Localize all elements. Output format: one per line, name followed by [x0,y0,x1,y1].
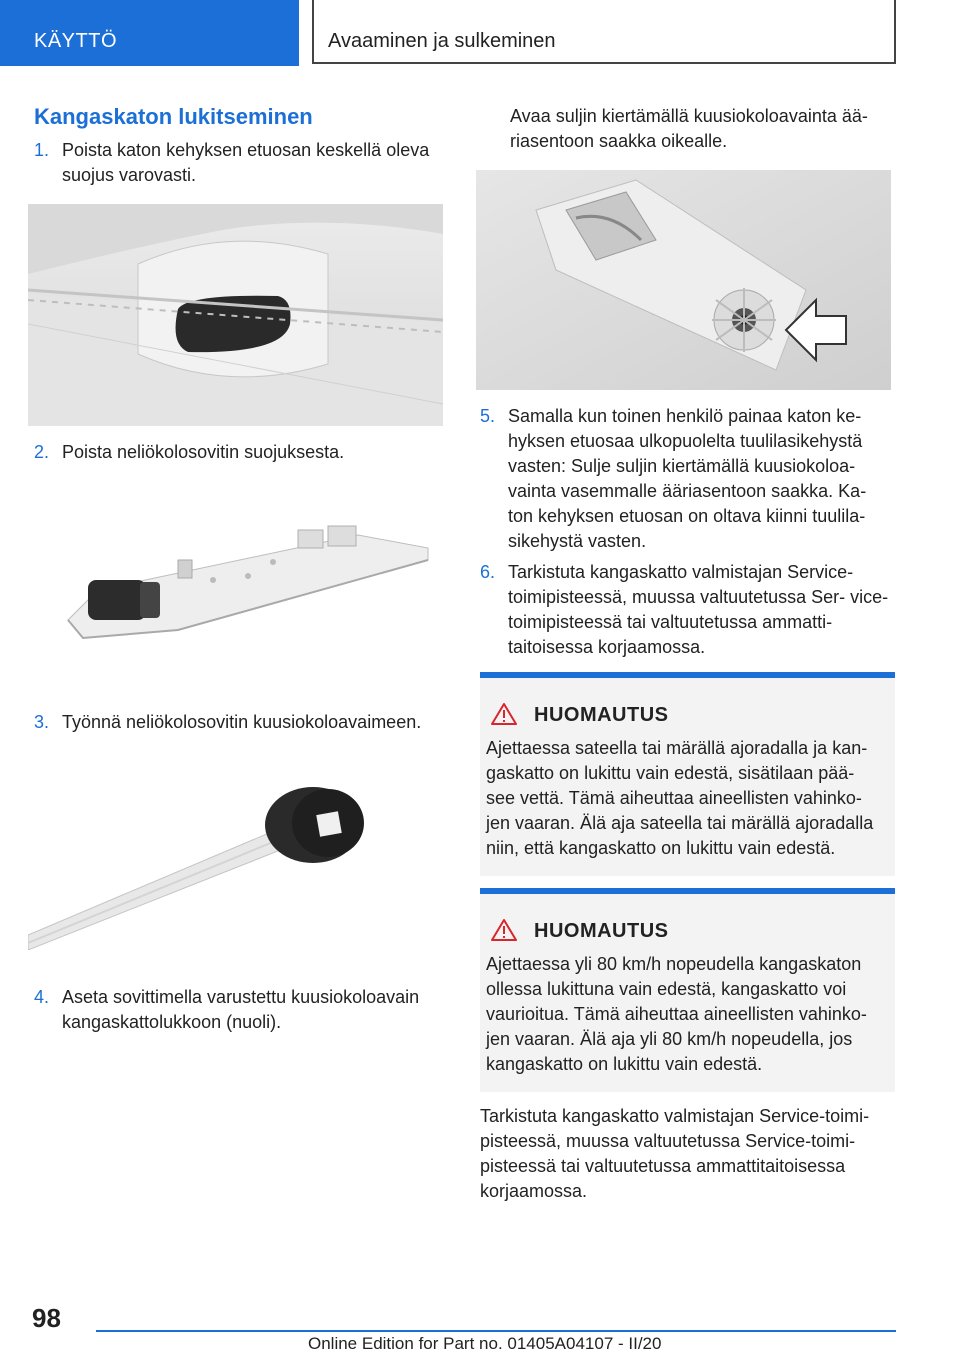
step-5 [480,404,896,554]
roof-lock-image [476,170,891,390]
step-number: 2. [34,442,50,462]
step-number: 5. [480,406,496,426]
step-text: Tarkistuta kangaskatto valmistajan Service- toimipisteessä, muussa valtuutetussa Ser- vice-toimipisteessä tai valtuutetussa ammatti- taitoisessa korjaamossa. [508,562,889,657]
closing-text: Tarkistuta kangaskatto valmistajan Service-toimi- pisteessä, muussa valtuutetussa Service-toimi- pisteessä tai valtuutetussa ammattitaitoisessa korjaamossa. [480,1106,870,1201]
adapter-cover-image [28,500,443,680]
footer-divider [96,1330,896,1332]
step-number: 3. [34,712,50,732]
step-number: 6. [480,562,496,582]
step-6 [480,560,896,660]
intro-text: Avaa suljin kiertämällä kuusiokoloavainta ää- riasentoon saakka oikealle. [510,106,868,151]
edition-text: Online Edition for Part no. 01405A04107 - II/20 [308,1334,662,1353]
section-title: Kangaskaton lukitseminen [34,104,313,129]
step-text: Työnnä neliökolosovitin kuusiokoloavaimeen. [62,712,422,732]
page-number: 98 [32,1303,61,1333]
notice-title: HUOMAUTUS [534,920,669,942]
chapter-tab [0,0,299,66]
step-number: 4. [34,987,50,1007]
step-text: Poista katon kehyksen etuosan keskellä oleva suojus varovasti. [62,140,430,185]
section-header [312,0,896,64]
step-text: Aseta sovittimella varustettu kuusiokoloavain kangaskattolukkoon (nuoli). [62,987,420,1032]
chapter-label: KÄYTTÖ [34,30,118,52]
roof-frame-cover-image [28,204,443,426]
step-3 [34,710,448,735]
step-text: Poista neliökolosovitin suojuksesta. [62,442,345,462]
hex-key-adapter-image [28,765,443,950]
step-1 [34,138,448,188]
step-4 [34,985,448,1035]
notice-body: Ajettaessa sateella tai märällä ajoradalla ja kan- gaskatto on lukittu vain edestä, sisätilaan pää- see vettä. Tämä aiheuttaa aineellisten vahinko- jen vaaran. Älä aja sateella tai märällä ajoradalla niin, että kangaskatto on lukittu vain edestä. [486,738,874,858]
notice-box [480,672,895,876]
notice-body: Ajettaessa yli 80 km/h nopeudella kangaskaton ollessa lukittuna vain edestä, kangaskatto voi vaurioitua. Tämä aiheuttaa aineellisten vahinko- jen vaaran. Älä aja yli 80 km/h nopeudella, jos kangaskatto on lukittu vain edestä. [486,954,867,1074]
notice-header [490,702,669,726]
step-number: 1. [34,140,50,160]
notice-header [490,918,669,942]
step-text: Samalla kun toinen henkilö painaa katon ke- hyksen etuosaa ulkopuolelta tuulilasikehystä vasten: Sulje suljin kiertämällä kuusiokoloa- vainta vasemmalle ääriasentoon saakka. Ka- ton kehyksen etuosan on oltava kiinni tuulila- sikehystä vasten. [508,406,867,551]
warning-triangle-icon [490,918,518,942]
section-label: Avaaminen ja sulkeminen [328,30,556,52]
notice-title: HUOMAUTUS [534,704,669,726]
warning-triangle-icon [490,702,518,726]
notice-box [480,888,895,1092]
step-2 [34,440,448,465]
